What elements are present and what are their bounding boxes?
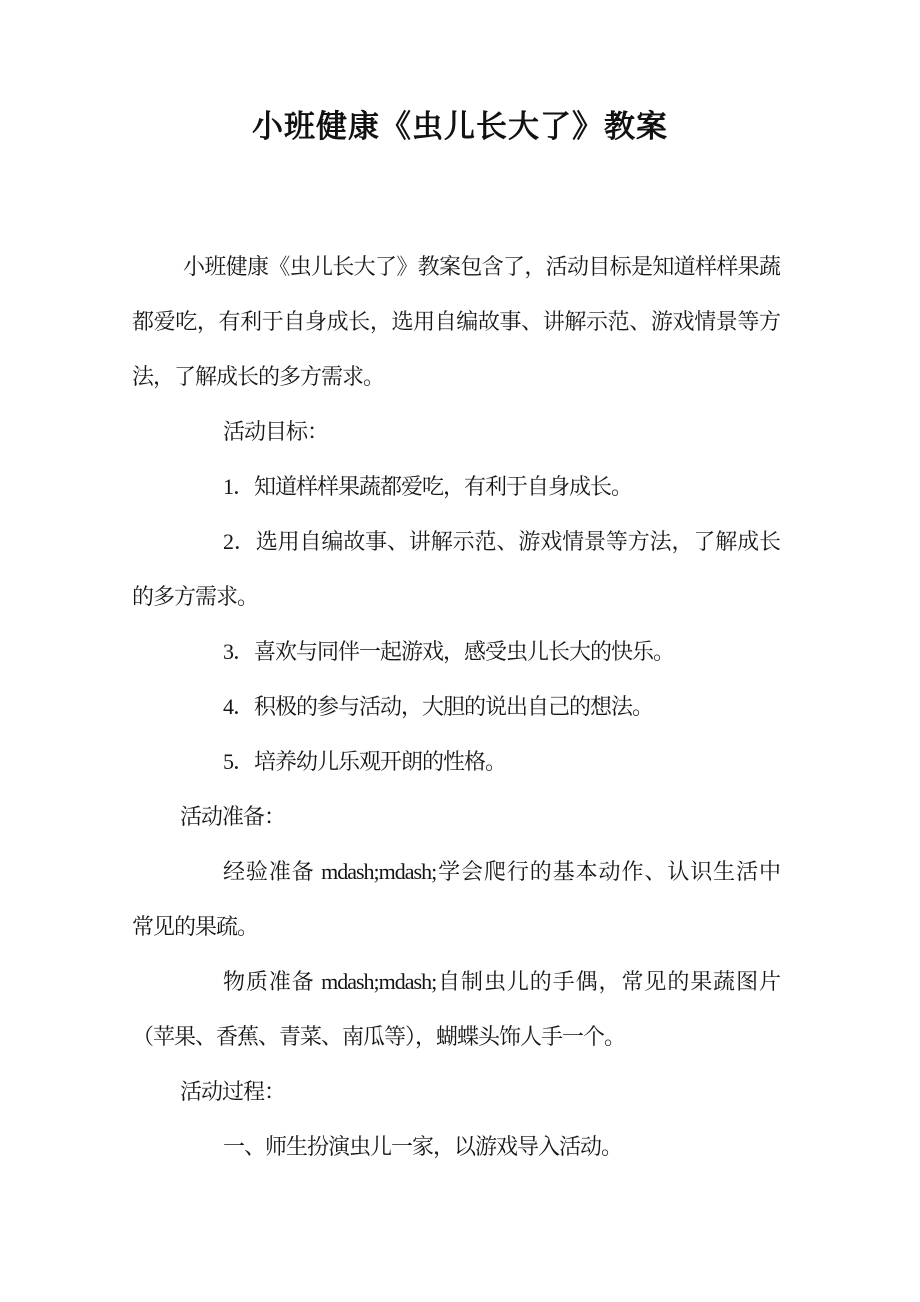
section-heading-activity-process: 活动过程： [180, 1079, 286, 1104]
goal-item-1: 1．知道样样果蔬都爱吃，有利于自身成长。 [223, 474, 633, 499]
goal-item-4: 4．积极的参与活动，大胆的说出自己的想法。 [223, 694, 654, 719]
material-preparation-continuation: （苹果、香蕉、青菜、南瓜等），蝴蝶头饰人手一个。 [132, 1024, 626, 1049]
text-line: 小班健康《虫儿长大了》教案包含了，活动目标是知道样样果蔬 [183, 254, 780, 279]
section-heading-activity-goals: 活动目标： [223, 419, 329, 444]
goal-item-5: 5．培养幼儿乐观开朗的性格。 [223, 749, 507, 774]
text-line: 都爱吃，有利于自身成长，选用自编故事、讲解示范、游戏情景等方 [132, 309, 780, 334]
goal-item-2-continuation: 的多方需求。 [132, 584, 259, 609]
material-preparation-line: 物质准备 mdash;mdash;自制虫儿的手偶，常见的果蔬图片 [223, 969, 780, 994]
goal-item-3: 3．喜欢与同伴一起游戏，感受虫儿长大的快乐。 [223, 639, 675, 664]
goal-item-2: 2．选用自编故事、讲解示范、游戏情景等方法，了解成长 [223, 529, 780, 554]
process-step-1: 一、师生扮演虫儿一家，以游戏导入活动。 [223, 1134, 623, 1159]
document-title: 小班健康《虫儿长大了》教案 [252, 109, 668, 144]
experience-preparation-line: 经验准备 mdash;mdash;学会爬行的基本动作、认识生活中 [223, 859, 780, 884]
experience-preparation-continuation: 常见的果疏。 [132, 914, 259, 939]
section-heading-activity-preparation: 活动准备： [180, 804, 286, 829]
document-body [132, 239, 780, 1174]
text-line: 法，了解成长的多方需求。 [132, 364, 385, 389]
